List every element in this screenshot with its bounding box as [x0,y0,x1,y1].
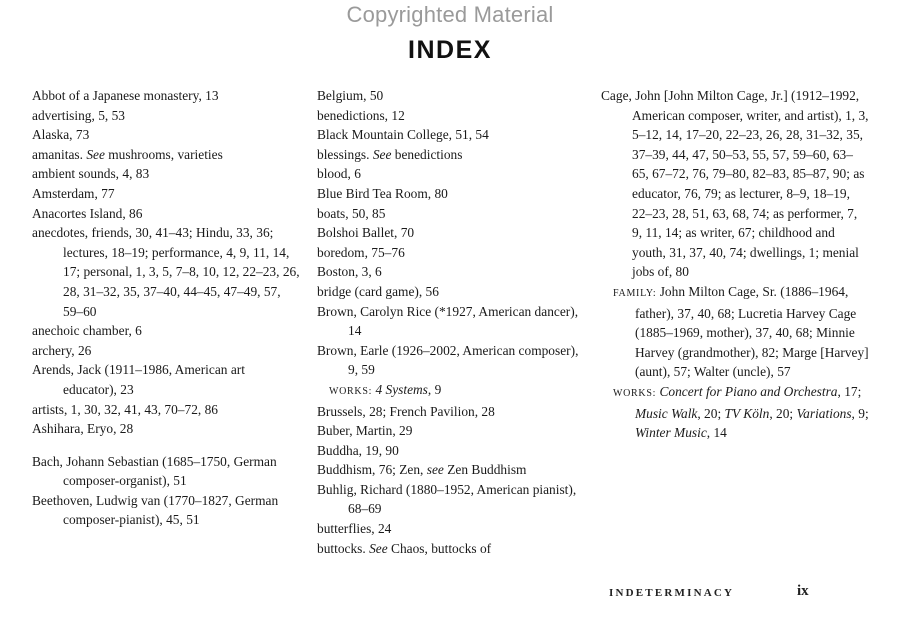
index-entry: amanitas. See mushrooms, varieties [32,146,223,162]
index-entry: Boston, 3, 6 [317,264,382,280]
page-title: INDEX [408,36,492,64]
index-entry: advertising, 5, 53 [32,107,125,123]
index-entry: Cage, John [John Milton Cage, Jr.] (1912–1992, American composer, writer, and artist), 1, 3, 5–12, 14, 17–20, 22–23, 26, 28, 31–32, 35, 37–39, 44, 47, 50–53, 55, 57, 59–60, 63–65, 67–72, 76, 79–80, 82–83, 85–87, 90; as educator, 76, 79; as lecturer, 8–9, 18–19, 22–23, 28, 51, 63, 68, 74; as performer, 7, 9, 11, 14; as writer, 67; childhood and youth, 31, 37, 40, 74; dwellings, 1; menial jobs of, 80 [601,88,869,280]
index-entry: Beethoven, Ludwig van (1770–1827, German composer-pianist), 45, 51 [32,492,279,528]
index-entry: Bolshoi Ballet, 70 [317,225,415,241]
index-entry: anechoic chamber, 6 [32,323,142,339]
index-column-1 [32,86,300,530]
index-entry: Alaska, 73 [32,127,90,143]
index-entry: artists, 1, 30, 32, 41, 43, 70–72, 86 [32,401,218,417]
index-column-3 [601,86,869,443]
index-entry: Arends, Jack (1911–1986, American art educator), 23 [32,362,245,397]
index-entry: archery, 26 [32,342,92,358]
index-entry: Belgium, 50 [317,88,384,103]
index-entry: Amsterdam, 77 [32,185,115,201]
index-entry: benedictions, 12 [317,107,405,123]
index-entry: Buddha, 19, 90 [317,442,399,458]
index-entry: Buddhism, 76; Zen, see Zen Buddhism [317,462,527,478]
index-entry: boats, 50, 85 [317,205,386,221]
index-entry: Abbot of a Japanese monastery, 13 [32,88,219,103]
copyright-watermark: Copyrighted Material [346,2,554,27]
index-entry: Brown, Earle (1926–2002, American composer), 9, 59 [317,342,579,378]
index-entry: anecdotes, friends, 30, 41–43; Hindu, 33, 36; lectures, 18–19; performance, 4, 9, 11, 14, 17; personal, 1, 3, 5, 7–8, 10, 12, 22–23, 26, 28, 31–32, 35, 37–40, 44–45, 47–49, 57, 59–60 [32,225,300,319]
index-subentry: WORKS: 4 Systems, 9 [329,381,442,397]
index-entry: butterflies, 24 [317,521,392,537]
index-entry: Buhlig, Richard (1880–1952, American pianist), 68–69 [317,481,577,517]
index-entry: Blue Bird Tea Room, 80 [317,185,448,201]
index-entry: boredom, 75–76 [317,244,405,260]
index-subentry: FAMILY: John Milton Cage, Sr. (1886–1964, father), 37, 40, 68; Lucretia Harvey Cage (1885–1969, mother), 37, 40, 68; Minnie Harvey (grandmother), 82; Marge [Harvey] (aunt), 57; Walter (uncle), 57 [613,283,869,380]
index-entry: ambient sounds, 4, 83 [32,166,150,182]
index-entry: Black Mountain College, 51, 54 [317,127,489,143]
running-footer-title: INDETERMINACY [609,587,735,599]
index-entry: Bach, Johann Sebastian (1685–1750, German composer-organist), 51 [32,453,277,489]
index-entry: Brown, Carolyn Rice (*1927, American dancer), 14 [317,303,579,339]
index-column-2 [317,86,585,558]
index-entry: Brussels, 28; French Pavilion, 28 [317,403,495,419]
index-entry: Anacortes Island, 86 [32,205,143,221]
index-entry: Buber, Martin, 29 [317,423,413,439]
page-number: ix [797,583,809,599]
index-entry: blood, 6 [317,166,361,182]
index-subentry: WORKS: Concert for Piano and Orchestra, 17; Music Walk, 20; TV Köln, 20; Variations, 9; Winter Music, 14 [613,383,869,441]
index-entry: Ashihara, Eryo, 28 [32,421,134,437]
index-entry: bridge (card game), 56 [317,283,439,299]
index-entry: buttocks. See Chaos, buttocks of [317,540,492,556]
index-entry: blessings. See benedictions [317,146,463,162]
